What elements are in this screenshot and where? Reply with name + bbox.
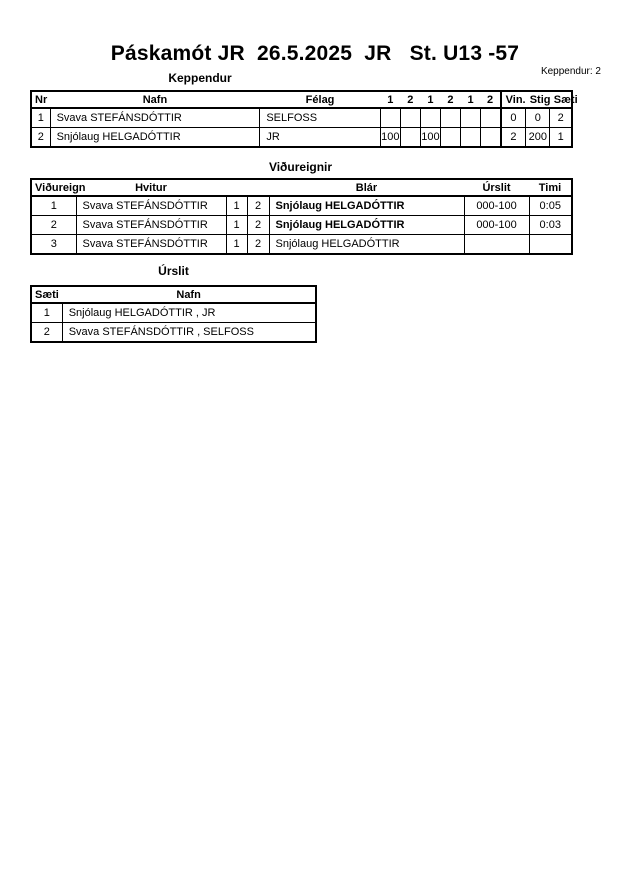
cell-hvitur-name: Svava STEFÁNSDÓTTIR — [76, 216, 226, 235]
col-header-nafn: Nafn — [62, 286, 316, 303]
match-row — [31, 216, 572, 235]
col-header-felag: Félag — [260, 91, 380, 108]
cell-saeti: 1 — [550, 128, 572, 148]
cell-match-2 — [400, 128, 420, 148]
cell-nafn: Svava STEFÁNSDÓTTIR — [50, 108, 260, 128]
cell-saeti: 2 — [550, 108, 572, 128]
keppendur-table — [30, 90, 578, 148]
col-header-nr: Nr — [31, 91, 50, 108]
col-header-vin: Vin. — [501, 91, 526, 108]
cell-felag: SELFOSS — [260, 108, 380, 128]
cell-urslit: 000-100 — [464, 216, 529, 235]
cell-nafn: Snjólaug HELGADÓTTIR , JR — [62, 303, 316, 323]
section-title-urslit: Úrslit — [158, 264, 189, 278]
urslit-header-row — [31, 286, 316, 303]
competitor-row — [31, 128, 572, 148]
cell-match-6 — [481, 128, 501, 148]
col-header-match-6: 2 — [481, 91, 501, 108]
cell-white-num: 1 — [226, 196, 247, 216]
result-row — [31, 303, 316, 323]
cell-nr: 2 — [31, 128, 50, 148]
match-row — [31, 235, 572, 255]
cell-nafn: Svava STEFÁNSDÓTTIR , SELFOSS — [62, 323, 316, 343]
cell-match-3 — [420, 108, 440, 128]
cell-match-5 — [461, 108, 481, 128]
cell-saeti: 2 — [31, 323, 62, 343]
cell-match-5 — [461, 128, 481, 148]
cell-match-2 — [400, 108, 420, 128]
cell-timi: 0:03 — [529, 216, 572, 235]
cell-blue-num: 2 — [247, 196, 269, 216]
cell-nr: 1 — [31, 108, 50, 128]
col-header-blar: Blár — [269, 179, 464, 196]
cell-urslit: 000-100 — [464, 196, 529, 216]
cell-match-nr: 1 — [31, 196, 76, 216]
cell-match-4 — [440, 108, 460, 128]
col-header-timi: Timi — [529, 179, 572, 196]
cell-hvitur-name: Svava STEFÁNSDÓTTIR — [76, 196, 226, 216]
col-header-match-4: 2 — [440, 91, 460, 108]
competitor-row — [31, 108, 572, 128]
cell-white-num: 1 — [226, 235, 247, 255]
cell-blar-name: Snjólaug HELGADÓTTIR — [269, 196, 464, 216]
col-header-match-1: 1 — [380, 91, 400, 108]
col-header-nafn: Nafn — [50, 91, 260, 108]
cell-match-nr: 3 — [31, 235, 76, 255]
col-header-saeti: Sæti — [550, 91, 572, 108]
col-header-match-5: 1 — [461, 91, 481, 108]
cell-match-nr: 2 — [31, 216, 76, 235]
cell-vin: 0 — [501, 108, 526, 128]
result-row — [31, 323, 316, 343]
keppendur-header-row — [31, 91, 572, 108]
col-header-match-3: 1 — [420, 91, 440, 108]
cell-match-6 — [481, 108, 501, 128]
vidureignir-table — [30, 178, 573, 255]
cell-saeti: 1 — [31, 303, 62, 323]
cell-blar-name: Snjólaug HELGADÓTTIR — [269, 216, 464, 235]
urslit-table — [30, 285, 317, 343]
match-row — [31, 196, 572, 216]
col-header-spacer-blue — [247, 179, 269, 196]
cell-blar-name: Snjólaug HELGADÓTTIR — [269, 235, 464, 255]
cell-blue-num: 2 — [247, 216, 269, 235]
cell-match-3: 100 — [420, 128, 440, 148]
cell-match-4 — [440, 128, 460, 148]
section-title-vidureignir: Viðureignir — [268, 160, 333, 174]
col-header-vidureign: Viðureign — [31, 179, 76, 196]
col-header-hvitur: Hvitur — [76, 179, 226, 196]
cell-stig: 0 — [526, 108, 550, 128]
cell-felag: JR — [260, 128, 380, 148]
cell-vin: 2 — [501, 128, 526, 148]
cell-blue-num: 2 — [247, 235, 269, 255]
cell-hvitur-name: Svava STEFÁNSDÓTTIR — [76, 235, 226, 255]
cell-timi — [529, 235, 572, 255]
vidureignir-header-row — [31, 179, 572, 196]
cell-timi: 0:05 — [529, 196, 572, 216]
col-header-urslit: Úrslit — [464, 179, 529, 196]
page-title: Páskamót JR 26.5.2025 JR St. U13 -57 — [110, 42, 520, 65]
col-header-stig: Stig — [526, 91, 550, 108]
section-title-keppendur: Keppendur — [168, 71, 232, 85]
cell-white-num: 1 — [226, 216, 247, 235]
col-header-saeti: Sæti — [31, 286, 62, 303]
cell-urslit — [464, 235, 529, 255]
cell-match-1: 100 — [380, 128, 400, 148]
cell-nafn: Snjólaug HELGADÓTTIR — [50, 128, 260, 148]
cell-stig: 200 — [526, 128, 550, 148]
col-header-spacer-white — [226, 179, 247, 196]
cell-match-1 — [380, 108, 400, 128]
participants-count-label: Keppendur: 2 — [540, 66, 601, 77]
col-header-match-2: 2 — [400, 91, 420, 108]
